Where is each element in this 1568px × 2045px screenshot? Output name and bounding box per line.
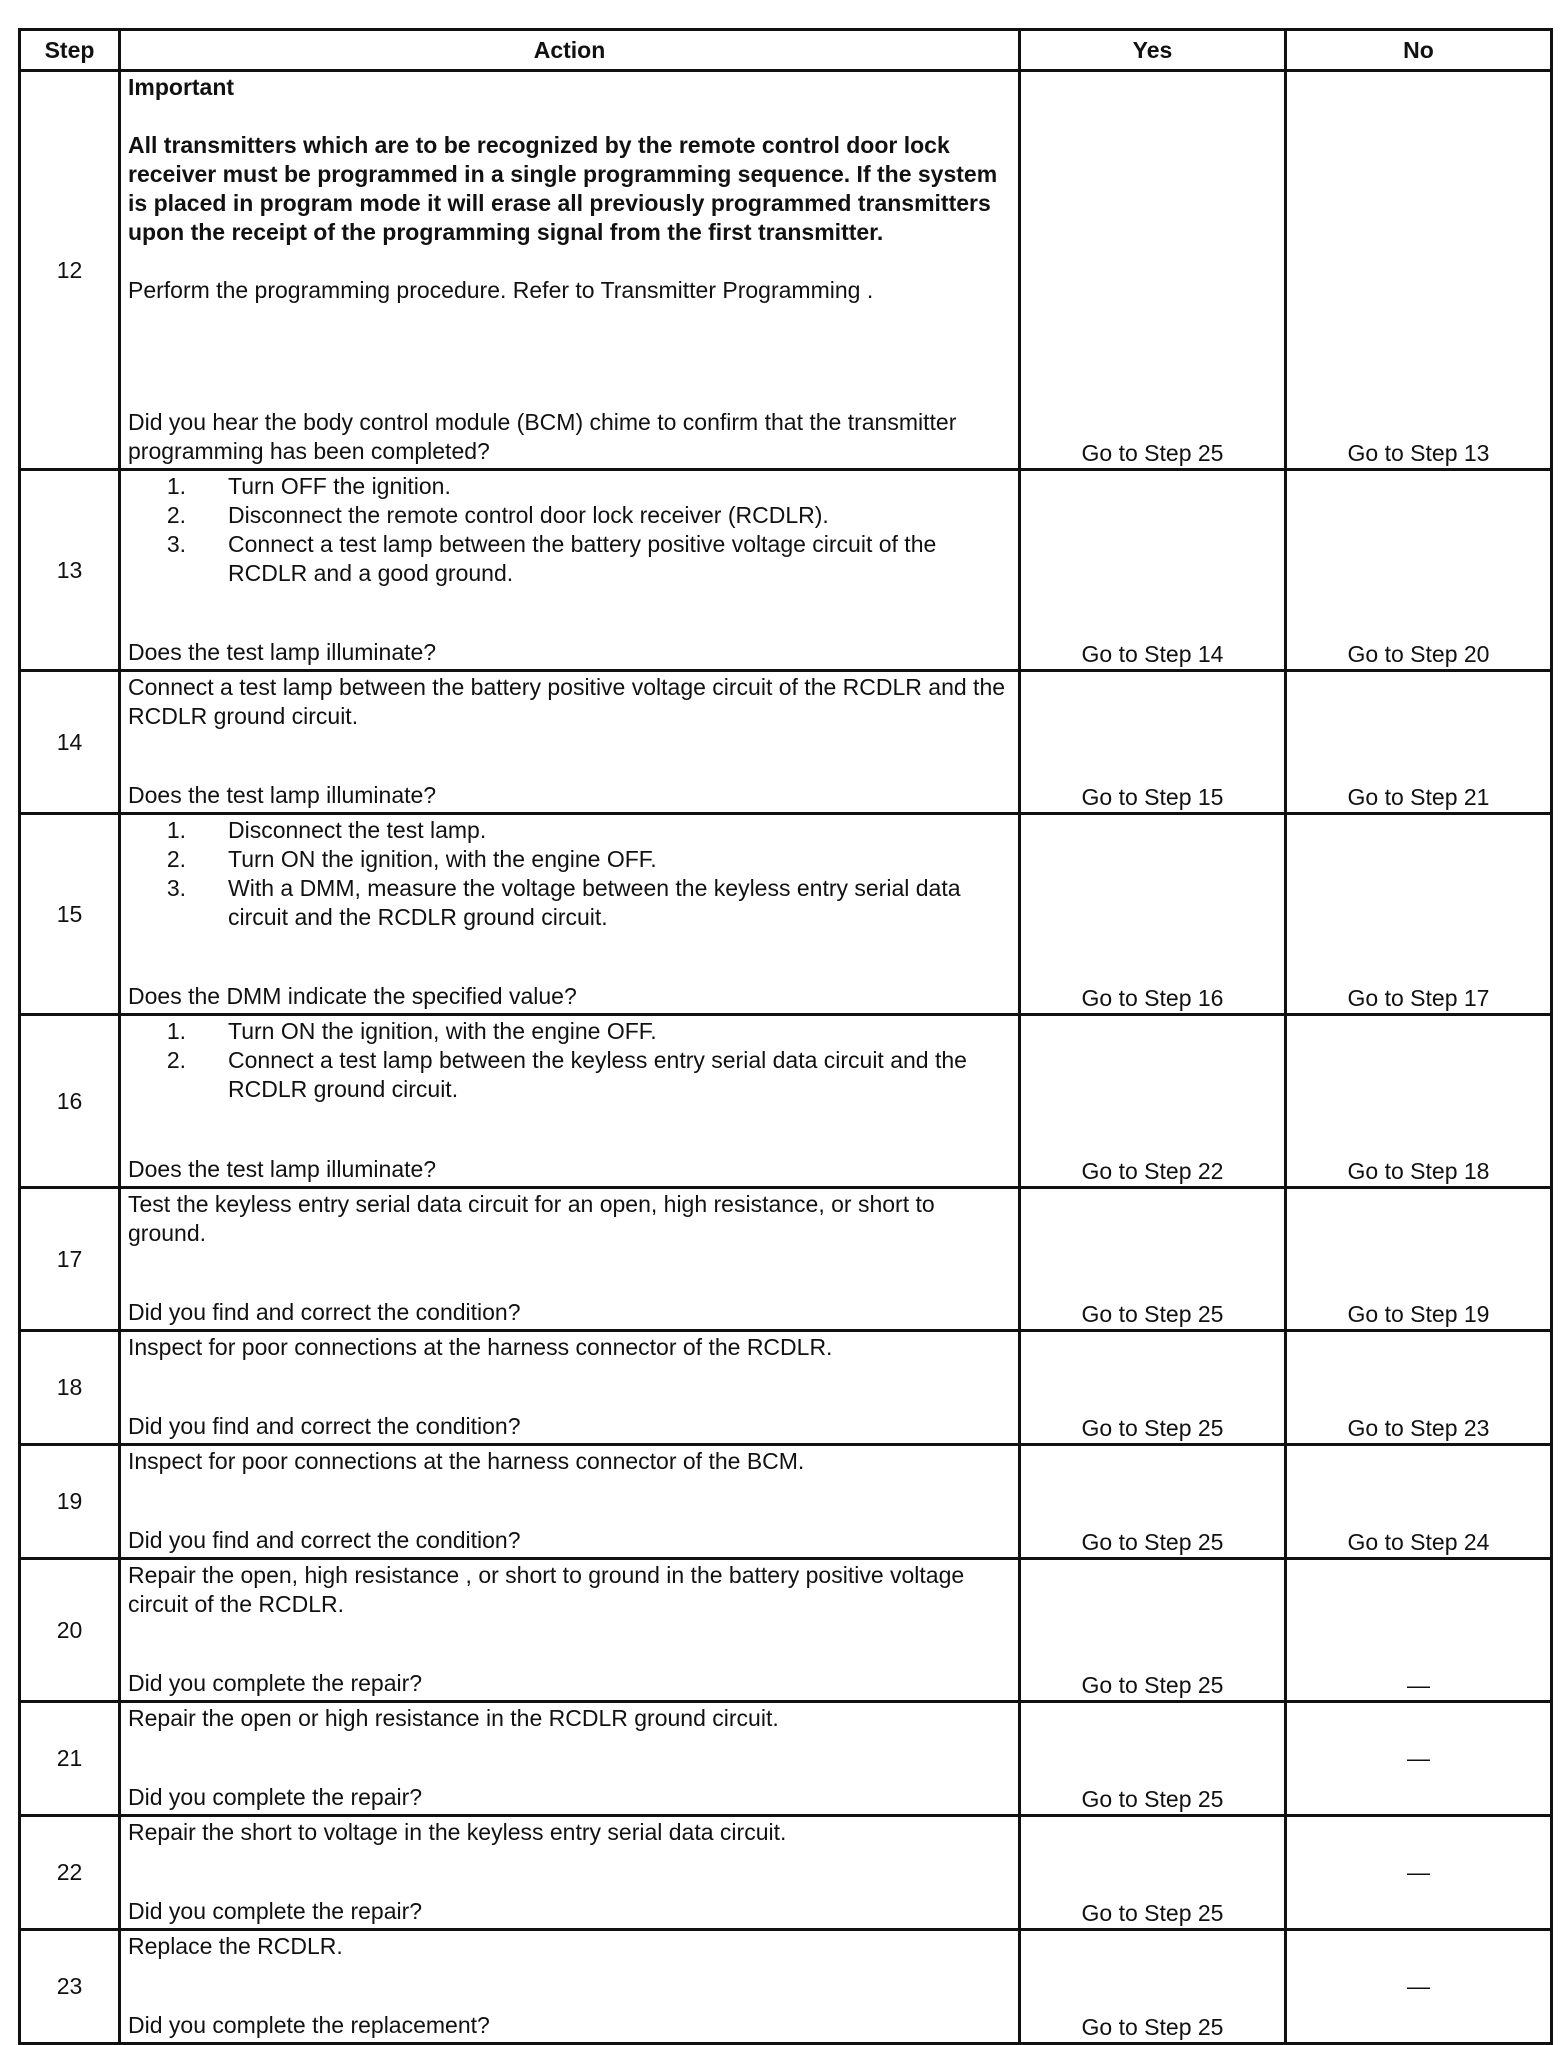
diagnostic-table-frame xyxy=(18,28,1553,2045)
step-number: 18 xyxy=(20,1331,120,1445)
step-number: 14 xyxy=(20,671,120,814)
instruction-text: Repair the open or high resistance in the RCDLR ground circuit. xyxy=(128,1705,779,1731)
action-cell xyxy=(120,1331,1020,1445)
list-number: 3. xyxy=(166,531,186,557)
important-note: All transmitters which are to be recognized by the remote control door lock receiver must be programmed in a single programming sequence. If the system is placed in program mode it will erase all previously programmed transmitters upon the receipt of the programming signal from the first transmitter. xyxy=(128,132,998,245)
list-item xyxy=(128,501,1012,530)
table-row-step-12 xyxy=(20,71,1552,470)
action-cell xyxy=(120,1816,1020,1930)
no-result: Go to Step 19 xyxy=(1286,1188,1552,1331)
yes-result: Go to Step 14 xyxy=(1020,470,1286,671)
question-text: Did you hear the body control module (BCM) chime to confirm that the transmitter programming has been completed? xyxy=(128,409,957,464)
no-result: — xyxy=(1286,1702,1552,1816)
no-result: Go to Step 23 xyxy=(1286,1331,1552,1445)
list-text: Disconnect the remote control door lock receiver (RCDLR). xyxy=(228,502,829,528)
question-text: Does the test lamp illuminate? xyxy=(128,782,437,808)
question-text: Did you find and correct the condition? xyxy=(128,1299,521,1325)
yes-result: Go to Step 25 xyxy=(1020,1331,1286,1445)
no-result: Go to Step 20 xyxy=(1286,470,1552,671)
action-cell xyxy=(120,1188,1020,1331)
list-item xyxy=(128,1046,1012,1104)
step-number: 20 xyxy=(20,1559,120,1702)
list-number: 2. xyxy=(166,502,186,528)
no-result: Go to Step 21 xyxy=(1286,671,1552,814)
action-cell xyxy=(120,671,1020,814)
table-row-step-21 xyxy=(20,1702,1552,1816)
yes-result: Go to Step 25 xyxy=(1020,1930,1286,2044)
action-cell xyxy=(120,814,1020,1015)
list-number: 1. xyxy=(166,473,186,499)
table-row-step-18 xyxy=(20,1331,1552,1445)
action-cell xyxy=(120,71,1020,470)
list-text: Turn OFF the ignition. xyxy=(228,473,451,499)
yes-result: Go to Step 15 xyxy=(1020,671,1286,814)
list-text: With a DMM, measure the voltage between the keyless entry serial data circuit and the RCDLR ground circuit. xyxy=(228,875,961,930)
yes-result: Go to Step 16 xyxy=(1020,814,1286,1015)
list-text: Turn ON the ignition, with the engine OFF. xyxy=(228,846,657,872)
numbered-list xyxy=(128,472,1012,588)
question-text: Did you find and correct the condition? xyxy=(128,1413,521,1439)
list-text: Turn ON the ignition, with the engine OFF. xyxy=(228,1018,657,1044)
yes-result: Go to Step 25 xyxy=(1020,1816,1286,1930)
question-text: Did you find and correct the condition? xyxy=(128,1527,521,1553)
step-number: 16 xyxy=(20,1015,120,1188)
yes-result: Go to Step 25 xyxy=(1020,1702,1286,1816)
table-row-step-14 xyxy=(20,671,1552,814)
no-result: — xyxy=(1286,1559,1552,1702)
instruction-text: Inspect for poor connections at the harness connector of the BCM. xyxy=(128,1448,805,1474)
action-cell xyxy=(120,1930,1020,2044)
table-row-step-22 xyxy=(20,1816,1552,1930)
question-text: Does the DMM indicate the specified value? xyxy=(128,983,577,1009)
list-item xyxy=(128,874,1012,932)
table-row-step-16 xyxy=(20,1015,1552,1188)
action-cell xyxy=(120,1702,1020,1816)
step-number: 15 xyxy=(20,814,120,1015)
step-number: 21 xyxy=(20,1702,120,1816)
table-row-step-13 xyxy=(20,470,1552,671)
instruction-text: Repair the short to voltage in the keyless entry serial data circuit. xyxy=(128,1819,787,1845)
list-text: Disconnect the test lamp. xyxy=(228,817,487,843)
numbered-list xyxy=(128,816,1012,932)
header-step: Step xyxy=(20,30,120,71)
no-result: — xyxy=(1286,1930,1552,2044)
no-result: Go to Step 24 xyxy=(1286,1445,1552,1559)
yes-result: Go to Step 22 xyxy=(1020,1015,1286,1188)
list-text: Connect a test lamp between the keyless entry serial data circuit and the RCDLR ground circuit. xyxy=(228,1047,967,1102)
step-number: 12 xyxy=(20,71,120,470)
diagnostic-table xyxy=(18,28,1553,2045)
yes-result: Go to Step 25 xyxy=(1020,1445,1286,1559)
table-row-step-15 xyxy=(20,814,1552,1015)
list-item xyxy=(128,816,1012,845)
question-text: Does the test lamp illuminate? xyxy=(128,1156,437,1182)
question-text: Did you complete the repair? xyxy=(128,1898,423,1924)
step-number: 13 xyxy=(20,470,120,671)
step-number: 17 xyxy=(20,1188,120,1331)
header-no: No xyxy=(1286,30,1552,71)
table-row-step-20 xyxy=(20,1559,1552,1702)
important-label: Important xyxy=(128,74,235,100)
list-item xyxy=(128,530,1012,588)
yes-result: Go to Step 25 xyxy=(1020,1559,1286,1702)
instruction-text: Inspect for poor connections at the harness connector of the RCDLR. xyxy=(128,1334,833,1360)
action-cell xyxy=(120,470,1020,671)
no-result: Go to Step 13 xyxy=(1286,71,1552,470)
list-item xyxy=(128,1017,1012,1046)
question-text: Did you complete the replacement? xyxy=(128,2012,490,2038)
header-action: Action xyxy=(120,30,1020,71)
instruction-text: Perform the programming procedure. Refer to Transmitter Programming . xyxy=(128,277,874,303)
table-header-row xyxy=(20,30,1552,71)
list-number: 2. xyxy=(166,846,186,872)
table-row-step-23 xyxy=(20,1930,1552,2044)
question-text: Does the test lamp illuminate? xyxy=(128,639,437,665)
no-result: Go to Step 17 xyxy=(1286,814,1552,1015)
no-result: — xyxy=(1286,1816,1552,1930)
instruction-text: Connect a test lamp between the battery positive voltage circuit of the RCDLR and the RCDLR ground circuit. xyxy=(128,674,1006,729)
list-number: 1. xyxy=(166,1018,186,1044)
action-cell xyxy=(120,1445,1020,1559)
list-number: 3. xyxy=(166,875,186,901)
question-text: Did you complete the repair? xyxy=(128,1670,423,1696)
step-number: 19 xyxy=(20,1445,120,1559)
table-row-step-19 xyxy=(20,1445,1552,1559)
instruction-text: Replace the RCDLR. xyxy=(128,1933,343,1959)
table-row-step-17 xyxy=(20,1188,1552,1331)
list-text: Connect a test lamp between the battery positive voltage circuit of the RCDLR and a good ground. xyxy=(228,531,937,586)
instruction-text: Repair the open, high resistance , or short to ground in the battery positive voltage circuit of the RCDLR. xyxy=(128,1562,965,1617)
instruction-text: Test the keyless entry serial data circuit for an open, high resistance, or short to ground. xyxy=(128,1191,935,1246)
yes-result: Go to Step 25 xyxy=(1020,71,1286,470)
step-number: 23 xyxy=(20,1930,120,2044)
list-number: 2. xyxy=(166,1047,186,1073)
header-yes: Yes xyxy=(1020,30,1286,71)
numbered-list xyxy=(128,1017,1012,1104)
action-cell xyxy=(120,1015,1020,1188)
yes-result: Go to Step 25 xyxy=(1020,1188,1286,1331)
list-item xyxy=(128,472,1012,501)
action-cell xyxy=(120,1559,1020,1702)
question-text: Did you complete the repair? xyxy=(128,1784,423,1810)
step-number: 22 xyxy=(20,1816,120,1930)
no-result: Go to Step 18 xyxy=(1286,1015,1552,1188)
list-item xyxy=(128,845,1012,874)
list-number: 1. xyxy=(166,817,186,843)
